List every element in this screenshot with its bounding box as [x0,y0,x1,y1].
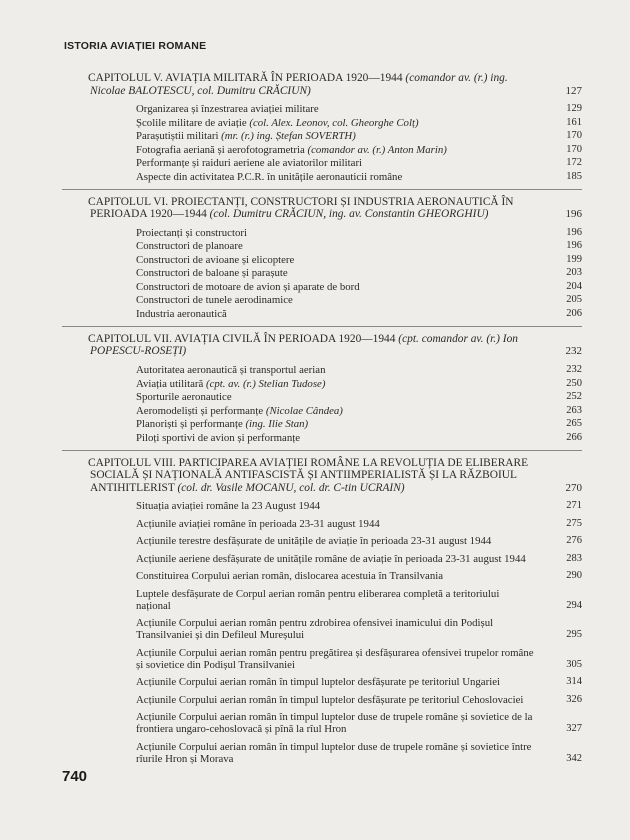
entry-title: Acțiunile terestre desfășurate de unitățile de aviație în perioada 23-31 august 1944 [136,535,492,548]
entry-page: 283 [566,552,582,564]
toc-entry [62,144,582,156]
toc-entry [62,647,582,671]
entry-list [62,500,582,765]
toc-entry [62,157,582,169]
toc-entry [62,418,582,430]
entry-title: Constituirea Corpului aerian român, dislocarea acestuia în Transilvania [136,570,444,583]
entry-page: 314 [566,676,582,688]
chapter-heading: CAPITOLUL VI. PROIECTANȚI, CONSTRUCTORI ȘI INDUSTRIA AERONAUTICĂ ÎN PERIOADA 1920—1944 [88,195,514,221]
entry-title: Situația aviației române la 23 August 1944 [136,500,321,513]
toc-entry [62,364,582,376]
entry-page: 185 [566,170,582,182]
page-number: 740 [62,768,88,785]
entry-title: Proiectanți și constructori [136,226,247,239]
entry-page: 294 [566,599,582,611]
entry-author: (cpt. av. (r.) Stelian Tudose) [205,377,326,390]
chapter-heading: CAPITOLUL VIII. PARTICIPAREA AVIAȚIEI ROMÂNE LA REVOLUȚIA DE ELIBERARE SOCIALĂ ȘI NAȚIONALĂ ANTIFASCISTĂ ȘI ANTIIMPERIALISTĂ ȘI LA RĂZBOIUL ANTIHITLERIST [88,456,529,494]
entry-title: Aeromodeliști și performanțe [136,404,264,417]
entry-title: Constructori de baloane și parașute [136,267,288,280]
toc-entry [62,308,582,320]
entry-title: Acțiunile Corpului aerian român pentru zdrobirea ofensivei inamicului din Podișul Transilvaniei și din Defileul Mureșului [136,617,494,642]
chapter-title [38,333,582,358]
chapter-page: 270 [565,481,582,494]
chapter-section [62,326,582,444]
toc-entry [62,281,582,293]
entry-title: Planoriști și performanțe [136,418,243,431]
entry-title: Sporturile aeronautice [136,391,232,404]
entry-title: Constructori de planoare [136,240,243,253]
chapter-authors: (cpt. comandor av. (r.) Ion POPESCU-ROSEȚI) [90,332,518,358]
toc-entry [62,617,582,641]
chapter-authors: (col. dr. Vasile MOCANU, col. dr. C-tin UCRAIN) [177,481,405,494]
toc-entry [62,518,582,530]
toc-entry [62,694,582,706]
entry-page: 265 [566,418,582,430]
entry-title: Acțiunile Corpului aerian român în timpul luptelor duse de trupele române și sovietice de la frontiera ungaro-cehoslovacă și pînă la rîul Hron [136,711,533,736]
entry-author: (col. Alex. Leonov, col. Gheorghe Colț) [249,116,419,129]
entry-list [62,227,582,320]
entry-title: Acțiunile Corpului aerian român în timpul luptelor duse de trupele române și sovietice între rîurile Hron și Morava [136,740,532,765]
toc-entry [62,378,582,390]
entry-page: 271 [566,500,582,512]
toc-entry [62,711,582,735]
entry-page: 263 [566,404,582,416]
chapter-title [38,72,582,97]
entry-page: 295 [566,629,582,641]
toc-entry [62,254,582,266]
entry-page: 203 [566,267,582,279]
toc-entry [62,117,582,129]
toc-entry [62,553,582,565]
entry-page: 290 [566,570,582,582]
toc-entry [62,588,582,612]
entry-title: Constructori de avioane și elicoptere [136,253,295,266]
toc-entry [62,535,582,547]
chapter-section [62,189,582,320]
entry-page: 276 [566,535,582,547]
entry-title: Acțiunile Corpului aerian român în timpul luptelor desfășurate pe teritoriul Ungariei [136,676,500,689]
toc-entry [62,294,582,306]
entry-page: 250 [566,377,582,389]
entry-title: Piloți sportivi de avion și performanțe [136,431,301,444]
entry-page: 170 [566,143,582,155]
entry-page: 205 [566,294,582,306]
entry-page: 204 [566,280,582,292]
entry-title: Fotografia aeriană și aerofotogrametria [136,143,305,156]
entry-title: Industria aeronautică [136,307,227,320]
entry-page: 129 [566,103,582,115]
chapter-title [38,196,582,221]
entry-page: 206 [566,307,582,319]
entry-page: 252 [566,391,582,403]
entry-page: 305 [566,658,582,670]
toc-entry [62,741,582,765]
entry-title: Constructori de motoare de avion și aparate de bord [136,280,360,293]
entry-title: Acțiunile Corpului aerian român în timpul luptelor desfășurate pe teritoriul Cehoslovaciei [136,693,524,706]
entry-page: 326 [566,693,582,705]
chapter-section [62,450,582,765]
entry-list [62,103,582,183]
entry-author: (mr. (r.) ing. Ștefan SOVERTH) [221,130,356,143]
toc-entry [62,676,582,688]
entry-page: 196 [566,240,582,252]
entry-title: Școlile militare de aviație [136,116,247,129]
toc-entry [62,171,582,183]
entry-title: Autoritatea aeronautică și transportul aerian [136,364,326,377]
entry-page: 327 [566,723,582,735]
entry-title: Organizarea și înzestrarea aviației militare [136,103,319,116]
entry-page: 275 [566,517,582,529]
toc-entry [62,432,582,444]
entry-title: Aspecte din activitatea P.C.R. în unitățile aeronauticii române [136,170,403,183]
chapter-authors: (col. Dumitru CRĂCIUN, ing. av. Constantin GHEORGHIU) [209,208,489,221]
entry-author: (ing. Ilie Stan) [245,418,309,431]
toc-entry [62,240,582,252]
running-header: ISTORIA AVIAȚIEI ROMANE [64,40,207,52]
toc-entry [62,570,582,582]
entry-author: (comandor av. (r.) Anton Marin) [307,143,447,156]
toc-entry [62,391,582,403]
entry-page: 232 [566,364,582,376]
chapter-page: 127 [565,84,582,97]
entry-author: (Nicolae Cândea) [265,404,343,417]
chapter-heading: CAPITOLUL V. AVIAȚIA MILITARĂ ÎN PERIOADA 1920—1944 [88,72,403,84]
chapter-section [62,66,582,183]
entry-page: 196 [566,226,582,238]
entry-page: 172 [566,157,582,169]
entry-title: Luptele desfășurate de Corpul aerian român pentru eliberarea completă a teritoriului național [136,587,500,612]
toc-entry [62,267,582,279]
entry-title: Aviația utilitară [136,377,204,390]
toc-entry [62,227,582,239]
entry-page: 342 [566,752,582,764]
entry-title: Acțiunile aviației române în perioada 23-31 august 1944 [136,517,380,530]
entry-title: Constructori de tunele aerodinamice [136,294,293,307]
toc-entry [62,103,582,115]
entry-title: Acțiunile Corpului aerian român pentru pregătirea și desfășurarea ofensivei trupelor române și sovietice din Podișul Transilvaniei [136,646,534,671]
chapter-authors: (comandor av. (r.) ing. Nicolae BALOTESCU, col. Dumitru CRĂCIUN) [90,72,508,97]
chapter-heading: CAPITOLUL VII. AVIAȚIA CIVILĂ ÎN PERIOADA 1920—1944 [88,332,396,345]
chapter-page: 232 [565,345,582,358]
entry-title: Parașutiștii militari [136,130,219,143]
entry-page: 170 [566,130,582,142]
entry-list [62,364,582,444]
toc-entry [62,500,582,512]
toc-entry [62,405,582,417]
table-of-contents [62,66,582,771]
chapter-page: 196 [565,208,582,221]
entry-title: Performanțe și raiduri aeriene ale aviatorilor militari [136,157,363,170]
toc-entry [62,130,582,142]
chapter-title [38,457,582,495]
entry-title: Acțiunile aeriene desfășurate de unitățile române de aviație în perioada 23-31 august 1944 [136,552,526,565]
entry-page: 161 [566,116,582,128]
entry-page: 199 [566,253,582,265]
entry-page: 266 [566,431,582,443]
